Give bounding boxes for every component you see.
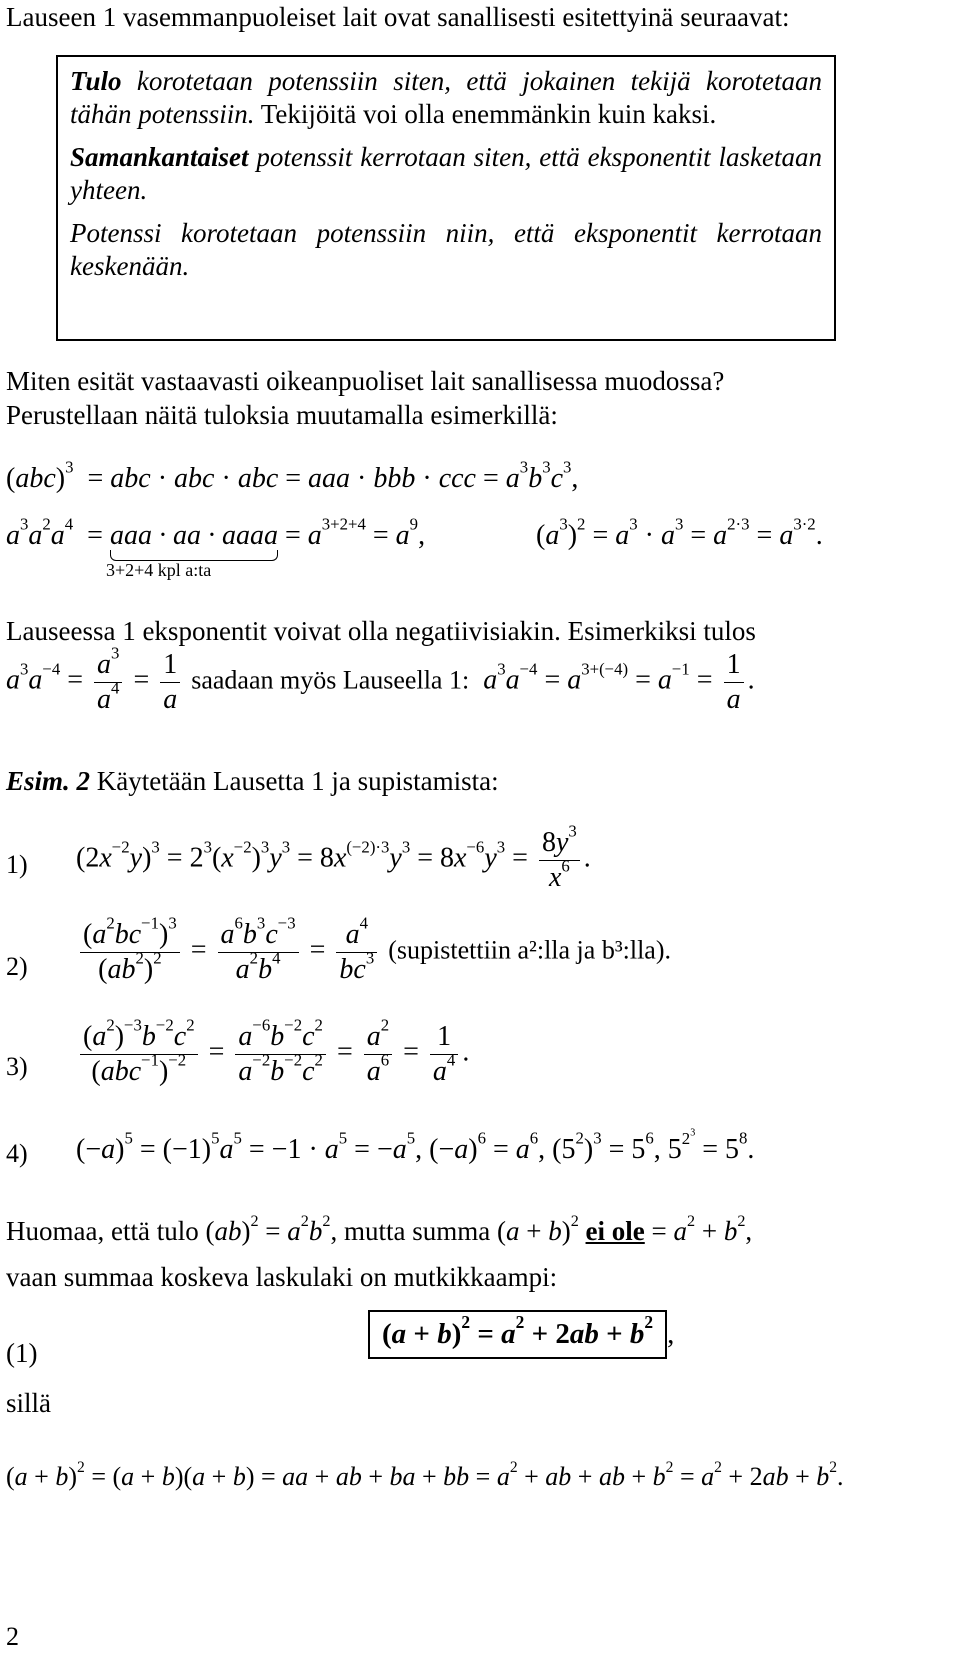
item-label-4: 4) [6, 1139, 28, 1168]
binomial-formula-box: $(a + b)^2 = a^2 + 2ab + b^2$ , [368, 1310, 674, 1359]
item-3-equation: $\frac{(a^2)^{-3}b^{-2}c^2}{(abc^{-1})^{-2}}$ = $\frac{a^{-6}b^{-2}c^2}{a^{-2}b^{-2}c^2}$ = $\frac{a^2}{a^6}$ = $\frac{1}{a^4}$ . [76, 1020, 469, 1088]
note-line-1: Huomaa, että tulo $(ab)^2 = a^2b^2$, mutta summa $(a + b)^2$ ei ole = $a^2 + b^2$, [6, 1212, 753, 1246]
rule-2: Samankantaiset potenssit kerrotaan siten, että eksponentit lasketaan yhteen. [70, 141, 822, 205]
rule-3: Potenssi korotetaan potenssiin niin, että eksponentit kerrotaan keskenään. [70, 217, 822, 281]
equation-exponent-sum: $a^3a^2a^4$ = aaa · aa · aaaa 3+2+4 kpl a:ta = $a^{3+2+4} = a^9$, [6, 514, 426, 580]
item-label-2: 2) [6, 952, 28, 981]
underbrace: aaa · aa · aaaa 3+2+4 kpl a:ta [105, 520, 278, 580]
example-heading: Esim. 2 Käytetään Lausetta 1 ja supistamista: [6, 766, 499, 796]
item-label-1: 1) [6, 850, 28, 879]
silla-text: sillä [6, 1388, 51, 1418]
page-number: 2 [6, 1622, 19, 1651]
equation-power-of-power: $(a^3)^2 = a^3 \cdot a^3 = a^{2\cdot 3} = a^{3\cdot 2}$. [536, 514, 823, 551]
rule-1: Tulo korotetaan potenssiin siten, että jokainen tekijä korotetaan tähän potenssiin. Tekijöitä voi olla enemmänkin kuin kaksi. [70, 66, 822, 129]
binomial-derivation: $(a + b)^2 = (a + b)(a + b)$ = aa + ab + ba + bb = $a^2$ + ab + ab + $b^2 = a^2 + 2ab + b^2$. [6, 1458, 844, 1491]
equation-negative-exponent: $a^3a^{-4}$ = $\frac{a^3}{a^4}$ = $\frac{1}{a}$ saadaan myös Lauseella 1: $a^3a^{-4} = a^{3+(-4)} = a^{-1}$ = $\frac{1}{a}$ . [6, 643, 755, 715]
negative-exponent-text: Lauseessa 1 eksponentit voivat olla negatiivisiakin. Esimerkiksi tulos [6, 616, 756, 646]
formula-label: (1) [6, 1338, 38, 1368]
item-1-equation: $(2x^{-2}y)^3 = 2^3(x^{-2})^3y^3 = 8x^{(-2)\cdot 3}y^3 = 8x^{-6}y^3$ = $\frac{8y^3}{x^6}$ . [76, 821, 591, 893]
item-4-equation: $(-a)^5 = (-1)^5a^5 = -1 \cdot a^5 = -a^5$, $(-a)^6 = a^6$, $(5^2)^3 = 5^6$, $5^{2^3} = 5^8$. [76, 1127, 755, 1165]
ei-ole-text: ei ole [585, 1216, 645, 1246]
item-label-3: 3) [6, 1052, 28, 1081]
equation-product-power: (abc)$^3$ = abc · abc · abc = aaa · bbb · ccc = $a^3b^3c^3$, [6, 457, 579, 494]
rules-box [56, 55, 836, 341]
question-line: Miten esität vastaavasti oikeanpuoliset lait sanallisessa muodossa? [6, 366, 725, 396]
header-text: Lauseen 1 vasemmanpuoleiset lait ovat sanallisesti esitettyinä seuraavat: [6, 2, 790, 32]
note-line-2: vaan summaa koskeva laskulaki on mutkikkaampi: [6, 1262, 558, 1292]
intro-line: Perustellaan näitä tuloksia muutamalla esimerkillä: [6, 400, 558, 430]
item-2-equation: $\frac{(a^2bc^{-1})^3}{(ab^2)^2}$ = $\frac{a^6b^3c^{-3}}{a^2b^4}$ = $\frac{a^4}{bc^3}$ (supistettiin a²:lla ja b³:lla). [76, 918, 671, 986]
